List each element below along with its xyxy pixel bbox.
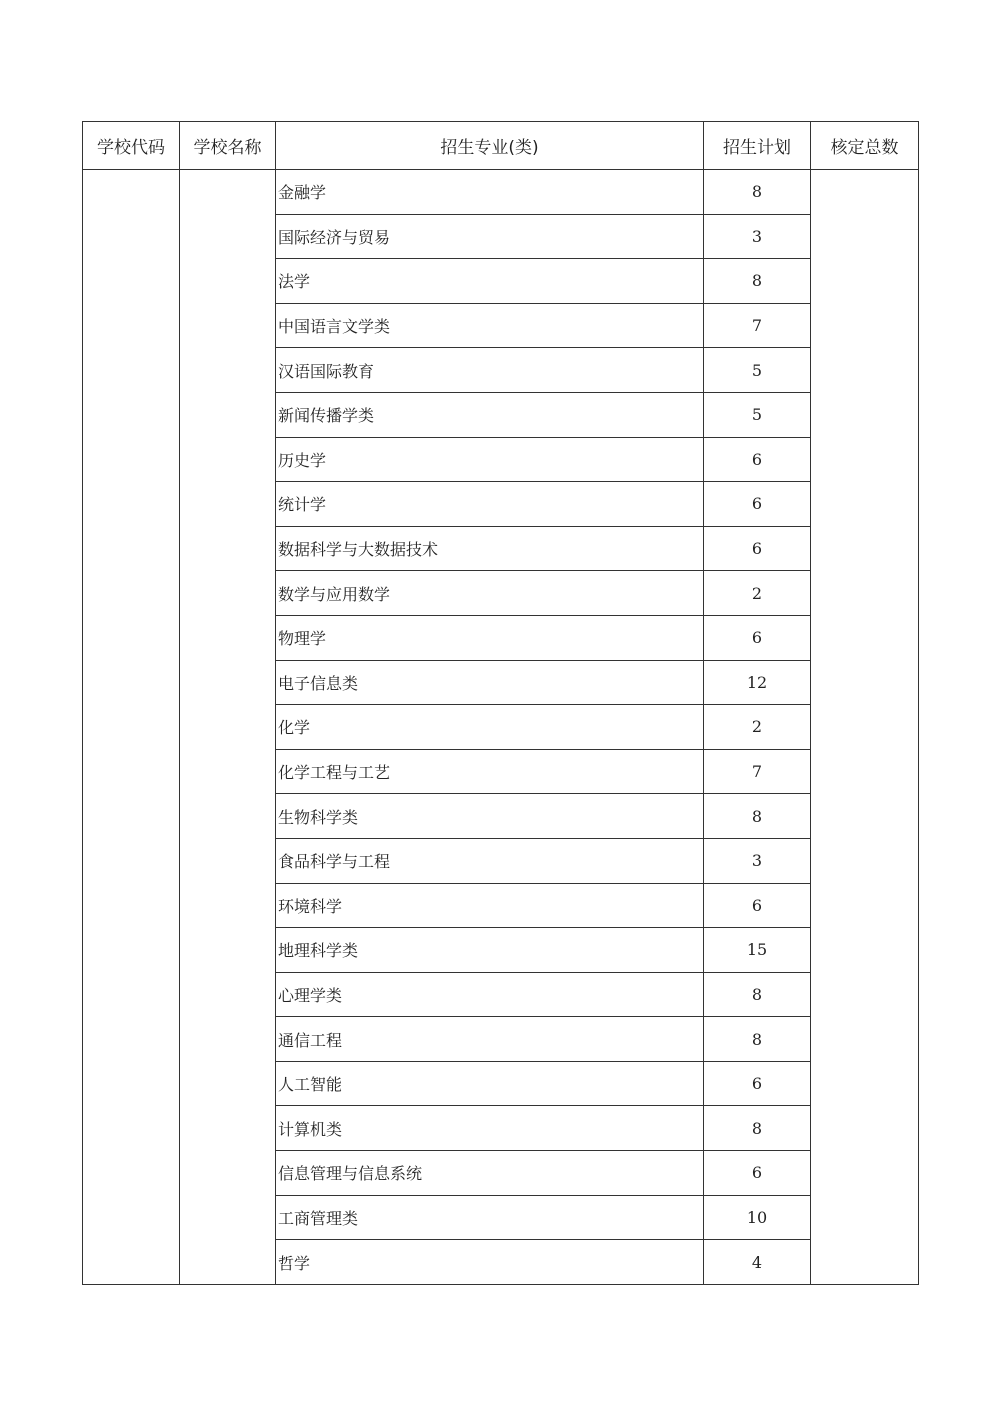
major-cell: 新闻传播学类 [276, 392, 704, 437]
header-enrollment-plan: 招生计划 [704, 122, 811, 170]
major-cell: 生物科学类 [276, 794, 704, 839]
plan-cell: 15 [704, 928, 811, 973]
major-cell: 人工智能 [276, 1061, 704, 1106]
plan-cell: 4 [704, 1240, 811, 1285]
major-cell: 计算机类 [276, 1106, 704, 1151]
major-cell: 中国语言文学类 [276, 303, 704, 348]
major-cell: 地理科学类 [276, 928, 704, 973]
major-cell: 食品科学与工程 [276, 838, 704, 883]
plan-cell: 3 [704, 214, 811, 259]
major-cell: 环境科学 [276, 883, 704, 928]
plan-cell: 6 [704, 1151, 811, 1196]
plan-cell: 8 [704, 972, 811, 1017]
table-body [83, 170, 919, 1285]
plan-cell: 6 [704, 1061, 811, 1106]
major-cell: 工商管理类 [276, 1195, 704, 1240]
major-cell: 数学与应用数学 [276, 571, 704, 616]
major-cell: 国际经济与贸易 [276, 214, 704, 259]
enrollment-plan-table [82, 121, 919, 1285]
major-cell: 通信工程 [276, 1017, 704, 1062]
plan-cell: 5 [704, 348, 811, 393]
major-cell: 化学工程与工艺 [276, 749, 704, 794]
plan-cell: 6 [704, 883, 811, 928]
table-header-row [83, 122, 919, 170]
header-major: 招生专业(类) [276, 122, 704, 170]
header-school-name: 学校名称 [180, 122, 276, 170]
major-cell: 化学 [276, 705, 704, 750]
plan-cell: 6 [704, 437, 811, 482]
major-cell: 心理学类 [276, 972, 704, 1017]
major-cell: 哲学 [276, 1240, 704, 1285]
major-cell: 汉语国际教育 [276, 348, 704, 393]
plan-cell: 8 [704, 170, 811, 215]
plan-cell: 2 [704, 705, 811, 750]
school-name-cell [180, 170, 276, 1285]
plan-cell: 7 [704, 749, 811, 794]
major-cell: 物理学 [276, 615, 704, 660]
plan-cell: 8 [704, 1106, 811, 1151]
major-cell: 金融学 [276, 170, 704, 215]
header-school-code: 学校代码 [83, 122, 180, 170]
plan-cell: 6 [704, 615, 811, 660]
plan-cell: 3 [704, 838, 811, 883]
major-cell: 信息管理与信息系统 [276, 1151, 704, 1196]
plan-cell: 10 [704, 1195, 811, 1240]
plan-cell: 8 [704, 259, 811, 304]
major-cell: 法学 [276, 259, 704, 304]
school-code-cell [83, 170, 180, 1285]
header-approved-total: 核定总数 [811, 122, 919, 170]
major-cell: 历史学 [276, 437, 704, 482]
table-row [83, 170, 919, 215]
plan-cell: 8 [704, 794, 811, 839]
plan-cell: 6 [704, 482, 811, 527]
plan-cell: 6 [704, 526, 811, 571]
plan-cell: 12 [704, 660, 811, 705]
plan-cell: 2 [704, 571, 811, 616]
approved-total-cell [811, 170, 919, 1285]
major-cell: 数据科学与大数据技术 [276, 526, 704, 571]
major-cell: 电子信息类 [276, 660, 704, 705]
plan-cell: 8 [704, 1017, 811, 1062]
plan-cell: 7 [704, 303, 811, 348]
plan-cell: 5 [704, 392, 811, 437]
major-cell: 统计学 [276, 482, 704, 527]
